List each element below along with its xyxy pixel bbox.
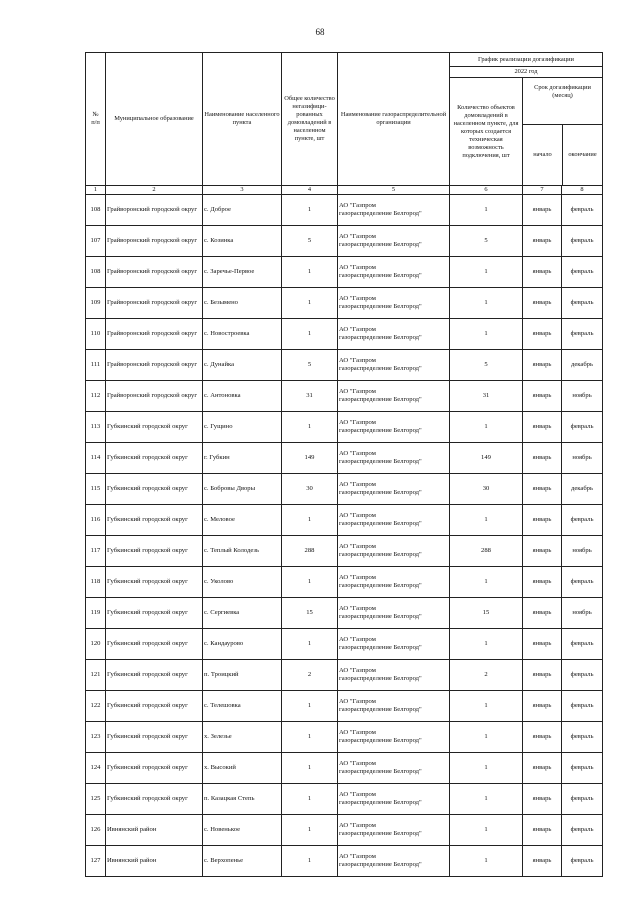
end-month-cell: февраль [562, 411, 603, 442]
organization-line-2: газораспределение Белгород" [339, 364, 422, 372]
header-year: 2022 год [450, 67, 603, 78]
row-number: 108 [86, 256, 106, 287]
row-number: 121 [86, 659, 106, 690]
organization-line-2: газораспределение Белгород" [339, 643, 422, 651]
organization-line-1: АО "Газпром [339, 480, 376, 488]
end-month-cell: февраль [562, 690, 603, 721]
settlement-cell: с. Бобровы Дворы [203, 473, 282, 504]
row-number: 122 [86, 690, 106, 721]
connectable-count-cell: 288 [450, 535, 523, 566]
municipality-cell: Губкинский городской округ [106, 628, 203, 659]
total-households-cell: 2 [282, 659, 338, 690]
organization-line-1: АО "Газпром [339, 263, 376, 271]
settlement-cell: с. Телешовка [203, 690, 282, 721]
connectable-count-cell: 2 [450, 659, 523, 690]
row-number: 108 [86, 194, 106, 225]
header-deadline-subcells [523, 124, 602, 185]
municipality-cell: Грайворонский городской округ [106, 349, 203, 380]
connectable-count-cell: 1 [450, 721, 523, 752]
row-number: 110 [86, 318, 106, 349]
organization-cell [338, 256, 450, 287]
municipality-cell: Губкинский городской округ [106, 721, 203, 752]
municipality-cell: Ивнянский район [106, 845, 203, 876]
table-row [86, 752, 603, 783]
settlement-cell: с. Дунайка [203, 349, 282, 380]
table-row [86, 721, 603, 752]
organization-line-1: АО "Газпром [339, 790, 376, 798]
organization-line-2: газораспределение Белгород" [339, 271, 422, 279]
start-month-cell: январь [523, 535, 562, 566]
table-row [86, 411, 603, 442]
row-number: 109 [86, 287, 106, 318]
end-month-cell: декабрь [562, 473, 603, 504]
connectable-count-cell: 1 [450, 504, 523, 535]
organization-line-1: АО "Газпром [339, 821, 376, 829]
organization-line-1: АО "Газпром [339, 728, 376, 736]
total-households-cell: 149 [282, 442, 338, 473]
start-month-cell: январь [523, 566, 562, 597]
start-month-cell: январь [523, 473, 562, 504]
organization-line-2: газораспределение Белгород" [339, 550, 422, 558]
organization-line-1: АО "Газпром [339, 232, 376, 240]
connectable-count-cell: 1 [450, 690, 523, 721]
header-schedule: График реализации догазификации [450, 53, 603, 67]
total-households-cell: 1 [282, 628, 338, 659]
organization-line-2: газораспределение Белгород" [339, 767, 422, 775]
organization-line-1: АО "Газпром [339, 635, 376, 643]
organization-line-2: газораспределение Белгород" [339, 581, 422, 589]
total-households-cell: 1 [282, 318, 338, 349]
table-row [86, 659, 603, 690]
row-number: 111 [86, 349, 106, 380]
settlement-cell: х. Высокий [203, 752, 282, 783]
table-row [86, 287, 603, 318]
start-month-cell: январь [523, 194, 562, 225]
organization-line-2: газораспределение Белгород" [339, 240, 422, 248]
total-households-cell: 5 [282, 225, 338, 256]
municipality-cell: Губкинский городской округ [106, 690, 203, 721]
organization-cell [338, 473, 450, 504]
connectable-count-cell: 1 [450, 845, 523, 876]
row-number: 118 [86, 566, 106, 597]
end-month-cell: ноябрь [562, 442, 603, 473]
organization-cell [338, 659, 450, 690]
header-count: Количество объектов домовладений в населенном пункте, для которых создается техническая возможность подключения, шт [450, 78, 523, 186]
end-month-cell: февраль [562, 504, 603, 535]
column-number: 7 [523, 186, 562, 195]
row-number: 112 [86, 380, 106, 411]
organization-line-2: газораспределение Белгород" [339, 457, 422, 465]
total-households-cell: 30 [282, 473, 338, 504]
connectable-count-cell: 1 [450, 287, 523, 318]
row-number: 126 [86, 814, 106, 845]
connectable-count-cell: 1 [450, 256, 523, 287]
connectable-count-cell: 5 [450, 349, 523, 380]
table-row [86, 349, 603, 380]
end-month-cell: декабрь [562, 349, 603, 380]
settlement-cell: с. Новенькое [203, 814, 282, 845]
organization-line-1: АО "Газпром [339, 356, 376, 364]
total-households-cell: 1 [282, 752, 338, 783]
organization-line-1: АО "Газпром [339, 852, 376, 860]
table-body [86, 194, 603, 876]
start-month-cell: январь [523, 814, 562, 845]
settlement-cell: п. Троицкий [203, 659, 282, 690]
header-start: начало [523, 125, 563, 185]
row-number: 127 [86, 845, 106, 876]
start-month-cell: январь [523, 845, 562, 876]
organization-cell [338, 349, 450, 380]
total-households-cell: 1 [282, 814, 338, 845]
end-month-cell: февраль [562, 225, 603, 256]
municipality-cell: Губкинский городской округ [106, 752, 203, 783]
header-organization: Наименование газораспределительной организации [338, 53, 450, 186]
start-month-cell: январь [523, 225, 562, 256]
header-settlement: Наименование населенного пункта [203, 53, 282, 186]
start-month-cell: январь [523, 628, 562, 659]
connectable-count-cell: 15 [450, 597, 523, 628]
organization-line-2: газораспределение Белгород" [339, 519, 422, 527]
total-households-cell: 1 [282, 411, 338, 442]
table-row [86, 845, 603, 876]
municipality-cell: Губкинский городской округ [106, 535, 203, 566]
organization-line-1: АО "Газпром [339, 511, 376, 519]
organization-cell [338, 597, 450, 628]
end-month-cell: февраль [562, 628, 603, 659]
organization-line-2: газораспределение Белгород" [339, 829, 422, 837]
row-number: 114 [86, 442, 106, 473]
total-households-cell: 1 [282, 690, 338, 721]
end-month-cell: февраль [562, 814, 603, 845]
header-deadline-label: Срок догазификации (месяц) [534, 84, 591, 99]
organization-line-2: газораспределение Белгород" [339, 798, 422, 806]
organization-cell [338, 504, 450, 535]
table-row [86, 566, 603, 597]
table-row [86, 256, 603, 287]
organization-cell [338, 225, 450, 256]
municipality-cell: Губкинский городской округ [106, 473, 203, 504]
organization-cell [338, 814, 450, 845]
start-month-cell: январь [523, 318, 562, 349]
total-households-cell: 1 [282, 504, 338, 535]
connectable-count-cell: 1 [450, 628, 523, 659]
connectable-count-cell: 149 [450, 442, 523, 473]
settlement-cell: с. Гущино [203, 411, 282, 442]
settlement-cell: с. Уколово [203, 566, 282, 597]
end-month-cell: февраль [562, 194, 603, 225]
table-row [86, 194, 603, 225]
organization-line-2: газораспределение Белгород" [339, 674, 422, 682]
row-number: 113 [86, 411, 106, 442]
start-month-cell: январь [523, 256, 562, 287]
organization-line-1: АО "Газпром [339, 325, 376, 333]
organization-line-2: газораспределение Белгород" [339, 426, 422, 434]
connectable-count-cell: 1 [450, 752, 523, 783]
end-month-cell: февраль [562, 721, 603, 752]
connectable-count-cell: 1 [450, 783, 523, 814]
total-households-cell: 1 [282, 256, 338, 287]
column-number: 6 [450, 186, 523, 195]
organization-cell [338, 287, 450, 318]
header-no: № п/п [86, 53, 106, 186]
start-month-cell: январь [523, 287, 562, 318]
table-row [86, 318, 603, 349]
municipality-cell: Грайворонский городской округ [106, 318, 203, 349]
table-row [86, 473, 603, 504]
settlement-cell: с. Безымено [203, 287, 282, 318]
start-month-cell: январь [523, 721, 562, 752]
start-month-cell: январь [523, 597, 562, 628]
organization-line-1: АО "Газпром [339, 201, 376, 209]
connectable-count-cell: 1 [450, 566, 523, 597]
total-households-cell: 31 [282, 380, 338, 411]
municipality-cell: Губкинский городской округ [106, 566, 203, 597]
organization-cell [338, 380, 450, 411]
organization-line-2: газораспределение Белгород" [339, 860, 422, 868]
organization-line-2: газораспределение Белгород" [339, 333, 422, 341]
organization-cell [338, 318, 450, 349]
organization-line-2: газораспределение Белгород" [339, 395, 422, 403]
organization-cell [338, 690, 450, 721]
settlement-cell: с. Теплый Колодезь [203, 535, 282, 566]
end-month-cell: февраль [562, 256, 603, 287]
municipality-cell: Грайворонский городской округ [106, 256, 203, 287]
connectable-count-cell: 1 [450, 318, 523, 349]
row-number: 125 [86, 783, 106, 814]
organization-line-1: АО "Газпром [339, 697, 376, 705]
total-households-cell: 15 [282, 597, 338, 628]
table-header [86, 53, 603, 195]
row-number: 115 [86, 473, 106, 504]
start-month-cell: январь [523, 504, 562, 535]
column-number: 3 [203, 186, 282, 195]
organization-line-1: АО "Газпром [339, 294, 376, 302]
municipality-cell: Губкинский городской округ [106, 504, 203, 535]
organization-line-1: АО "Газпром [339, 604, 376, 612]
end-month-cell: февраль [562, 566, 603, 597]
total-households-cell: 1 [282, 287, 338, 318]
total-households-cell: 1 [282, 783, 338, 814]
organization-line-1: АО "Газпром [339, 542, 376, 550]
table-row [86, 690, 603, 721]
municipality-cell: Губкинский городской округ [106, 411, 203, 442]
settlement-cell: с. Меловое [203, 504, 282, 535]
row-number: 123 [86, 721, 106, 752]
header-end: окончание [568, 151, 597, 158]
total-households-cell: 5 [282, 349, 338, 380]
municipality-cell: Грайворонский городской округ [106, 287, 203, 318]
end-month-cell: ноябрь [562, 535, 603, 566]
column-number: 4 [282, 186, 338, 195]
total-households-cell: 1 [282, 194, 338, 225]
table-row [86, 380, 603, 411]
gasification-table [85, 52, 603, 877]
total-households-cell: 288 [282, 535, 338, 566]
row-number: 116 [86, 504, 106, 535]
settlement-cell: с. Доброе [203, 194, 282, 225]
connectable-count-cell: 1 [450, 411, 523, 442]
organization-line-1: АО "Газпром [339, 418, 376, 426]
organization-line-2: газораспределение Белгород" [339, 736, 422, 744]
organization-line-2: газораспределение Белгород" [339, 302, 422, 310]
connectable-count-cell: 5 [450, 225, 523, 256]
organization-line-2: газораспределение Белгород" [339, 705, 422, 713]
settlement-cell: с. Новостроевка [203, 318, 282, 349]
start-month-cell: январь [523, 349, 562, 380]
municipality-cell: Грайворонский городской округ [106, 380, 203, 411]
table-row [86, 225, 603, 256]
municipality-cell: Грайворонский городской округ [106, 194, 203, 225]
organization-line-2: газораспределение Белгород" [339, 488, 422, 496]
column-number: 2 [106, 186, 203, 195]
settlement-cell: с. Сергиевка [203, 597, 282, 628]
table-row [86, 783, 603, 814]
municipality-cell: Грайворонский городской округ [106, 225, 203, 256]
column-number: 5 [338, 186, 450, 195]
organization-line-2: газораспределение Белгород" [339, 209, 422, 217]
organization-line-1: АО "Газпром [339, 387, 376, 395]
page-number: 68 [315, 27, 325, 37]
organization-line-1: АО "Газпром [339, 666, 376, 674]
organization-cell [338, 566, 450, 597]
total-households-cell: 1 [282, 566, 338, 597]
organization-cell [338, 721, 450, 752]
end-month-cell: февраль [562, 287, 603, 318]
total-households-cell: 1 [282, 721, 338, 752]
start-month-cell: январь [523, 380, 562, 411]
total-households-cell: 1 [282, 845, 338, 876]
settlement-cell: с. Козинка [203, 225, 282, 256]
municipality-cell: Ивнянский район [106, 814, 203, 845]
start-month-cell: январь [523, 411, 562, 442]
end-month-cell: ноябрь [562, 380, 603, 411]
municipality-cell: Губкинский городской округ [106, 597, 203, 628]
start-month-cell: январь [523, 442, 562, 473]
municipality-cell: Губкинский городской округ [106, 659, 203, 690]
start-month-cell: январь [523, 783, 562, 814]
settlement-cell: с. Верхопенье [203, 845, 282, 876]
end-month-cell: ноябрь [562, 597, 603, 628]
organization-line-1: АО "Газпром [339, 759, 376, 767]
connectable-count-cell: 30 [450, 473, 523, 504]
connectable-count-cell: 1 [450, 194, 523, 225]
end-month-cell: февраль [562, 783, 603, 814]
start-month-cell: январь [523, 690, 562, 721]
row-number: 119 [86, 597, 106, 628]
organization-cell [338, 535, 450, 566]
connectable-count-cell: 31 [450, 380, 523, 411]
settlement-cell: с. Заречье-Первое [203, 256, 282, 287]
organization-line-2: газораспределение Белгород" [339, 612, 422, 620]
row-number: 117 [86, 535, 106, 566]
organization-cell [338, 752, 450, 783]
municipality-cell: Губкинский городской округ [106, 442, 203, 473]
organization-line-1: АО "Газпром [339, 449, 376, 457]
table-row [86, 442, 603, 473]
table-row [86, 504, 603, 535]
organization-cell [338, 628, 450, 659]
row-number: 124 [86, 752, 106, 783]
settlement-cell: г. Губкин [203, 442, 282, 473]
table-row [86, 628, 603, 659]
organization-line-1: АО "Газпром [339, 573, 376, 581]
settlement-cell: с. Кандаурово [203, 628, 282, 659]
row-number: 107 [86, 225, 106, 256]
connectable-count-cell: 1 [450, 814, 523, 845]
table-row [86, 814, 603, 845]
organization-cell [338, 783, 450, 814]
header-municipality: Муниципальное образование [106, 53, 203, 186]
column-number: 8 [562, 186, 603, 195]
start-month-cell: январь [523, 659, 562, 690]
start-month-cell: январь [523, 752, 562, 783]
table-row [86, 535, 603, 566]
organization-cell [338, 442, 450, 473]
settlement-cell: с. Антоновка [203, 380, 282, 411]
table-row [86, 597, 603, 628]
column-number: 1 [86, 186, 106, 195]
end-month-cell: февраль [562, 659, 603, 690]
organization-cell [338, 411, 450, 442]
end-month-cell: февраль [562, 752, 603, 783]
organization-cell [338, 194, 450, 225]
organization-cell [338, 845, 450, 876]
municipality-cell: Губкинский городской округ [106, 783, 203, 814]
end-month-cell: февраль [562, 845, 603, 876]
row-number: 120 [86, 628, 106, 659]
header-deadline [523, 78, 603, 186]
settlement-cell: х. Зелезье [203, 721, 282, 752]
end-month-cell: февраль [562, 318, 603, 349]
header-total: Общее количество негазифици-рованных домовладений в населенном пункте, шт [282, 53, 338, 186]
settlement-cell: п. Казацкая Степь [203, 783, 282, 814]
column-number-row [86, 186, 603, 195]
